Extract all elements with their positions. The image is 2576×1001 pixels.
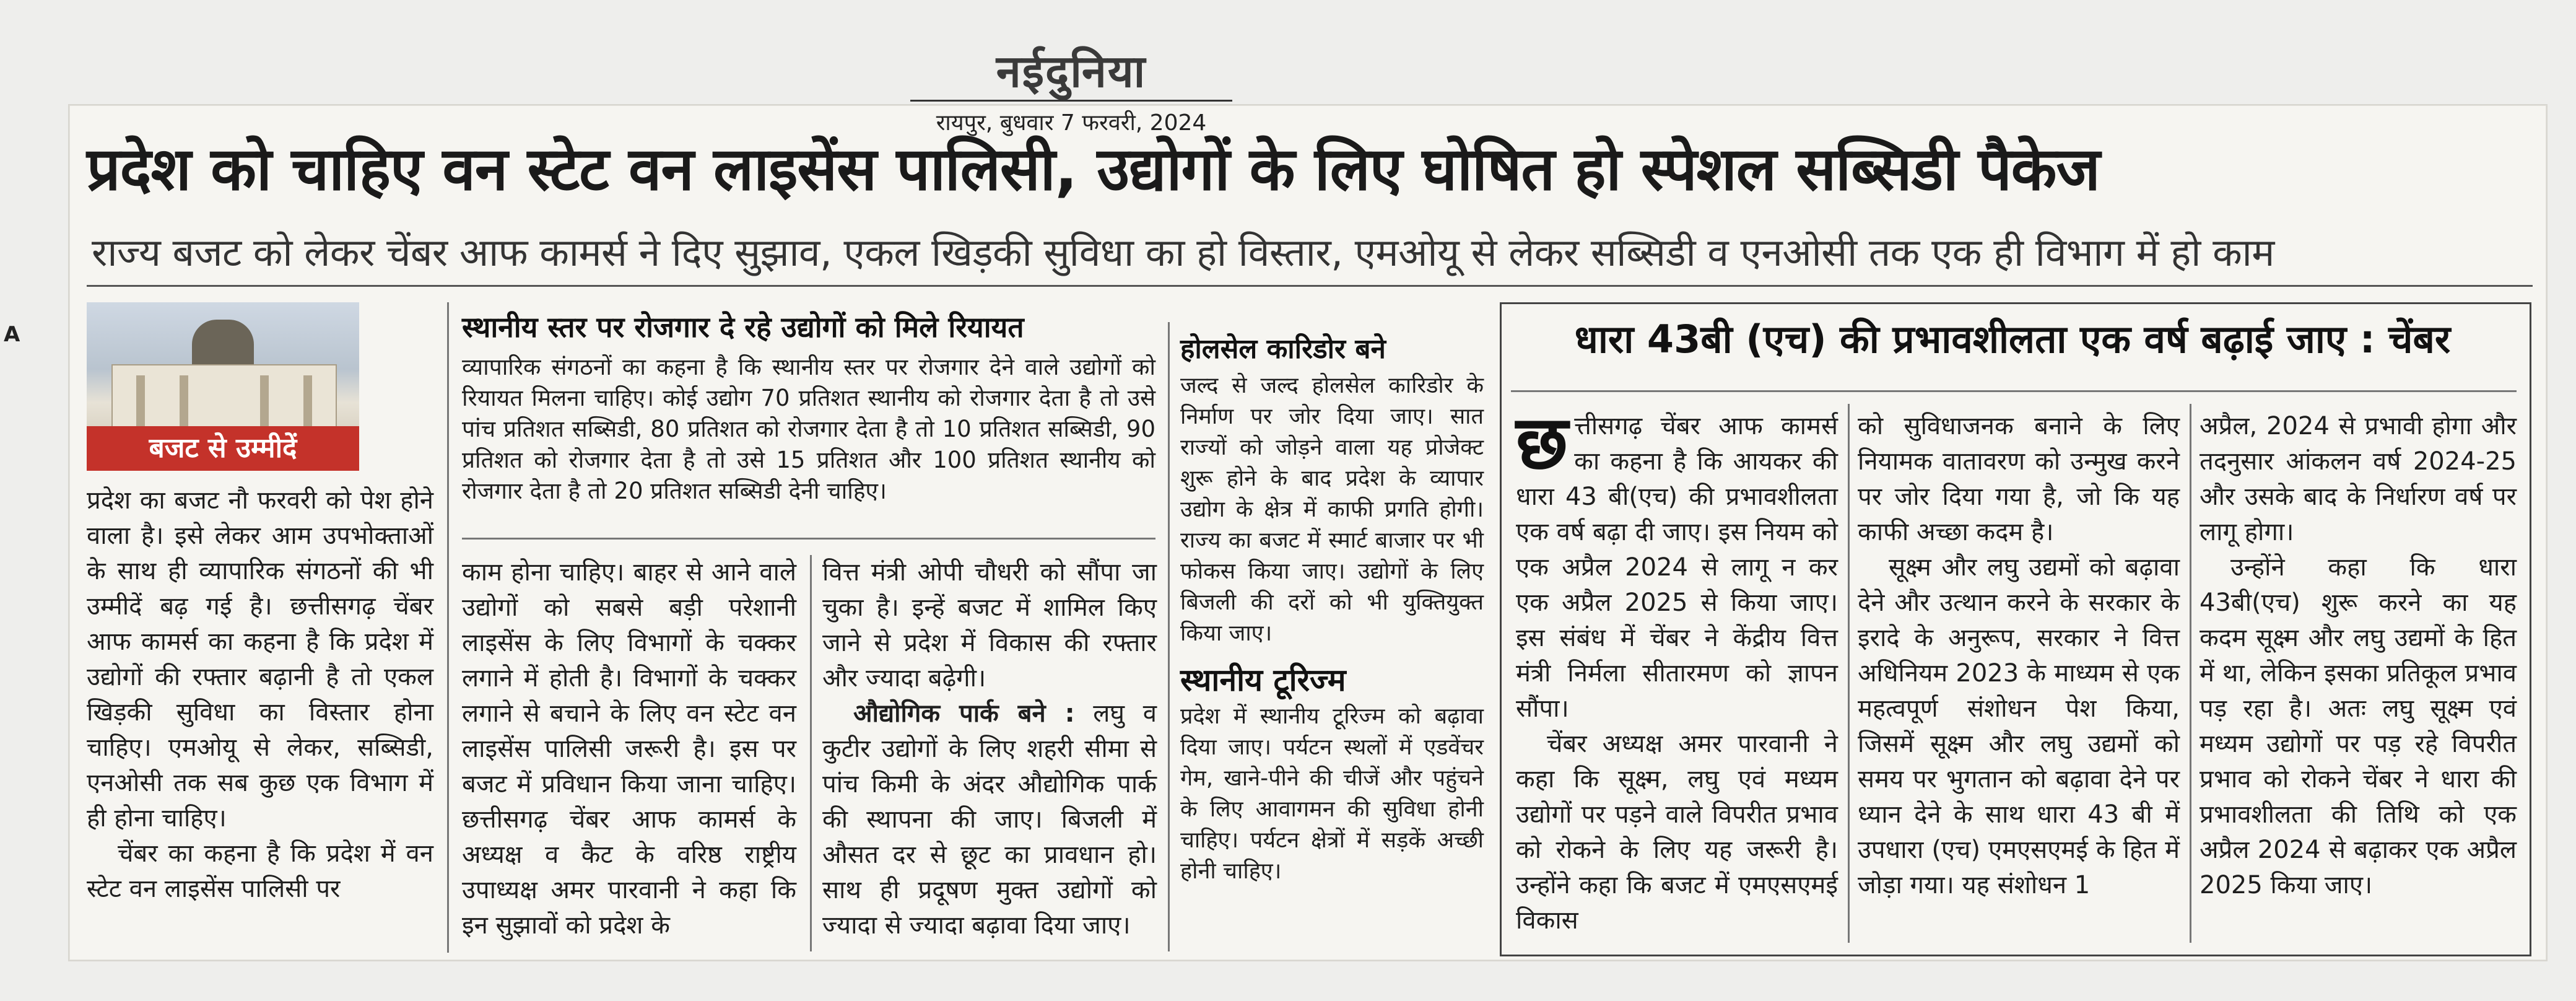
section-divider	[462, 538, 1155, 540]
col1-para2: चेंबर का कहना है कि प्रदेश में वन स्टेट वन लाइसेंस पालिसी पर	[87, 839, 433, 903]
col3-text: वित्त मंत्री ओपी चौधरी को सौंपा जा चुका है। इन्हें बजट में शामिल किए जाने से प्रदेश में विकास की रफ्तार और ज्यादा बढ़ेगी।	[822, 558, 1157, 693]
subheadline: राज्य बजट को लेकर चेंबर आफ कामर्स ने दिए सुझाव, एकल खिड़की सुविधा का हो विस्तार, एमओयू से लेकर सब्सिडी व एनओसी तक एक ही विभाग में हो काम	[92, 230, 2274, 275]
local-tourism-text: प्रदेश में स्थानीय टूरिज्म को बढ़ावा दिया जाए। पर्यटन स्थलों में एडवेंचर गेम, खाने-पीने की चीजें और पहुंचने के लिए आवागमन की सुविधा होनी चाहिए। पर्यटन क्षेत्रों में सड़कें अच्छी होनी चाहिए।	[1180, 704, 1484, 884]
budget-expectations-tag: बजट से उम्मीदें	[87, 426, 359, 471]
wholesale-corridor-heading: होलसेल कारिडोर बने	[1180, 333, 1386, 365]
column-2: काम होना चाहिए। बाहर से आने वाले उद्योगों को सबसे बड़ी परेशानी लाइसेंस के लिए विभागों के चक्कर लगाने में होती है। विभागों के चक्कर लगाने से बचाने के लिए वन स्टेट वन लाइसेंस पालिसी जरूरी है। इस पर बजट में प्रविधान किया जाना चाहिए। छत्तीसगढ़ चेंबर आफ कामर्स के अध्यक्ष व कैट के वरिष्ठ राष्ट्रीय उपाध्यक्ष अमर पारवानी ने कहा कि इन सुझावों को प्रदेश के	[462, 558, 796, 940]
box-col1-text: त्तीसगढ़ चेंबर आफ कामर्स का कहना है कि आयकर की धारा 43 बी(एच) की प्रभावशीलता एक वर्ष बढ़ा दी जाए। इस नियम को एक अप्रैल 2024 से लागू न कर एक अप्रैल 2025 से किया जाए। इस संबंध में चेंबर ने केंद्रीय वित्त मंत्री निर्मला सीतारमण को ज्ञापन सौंपा।	[1516, 412, 1838, 723]
industrial-park-lead: औद्योगिक पार्क बने :	[853, 699, 1075, 728]
box-col3-para2: उन्होंने कहा कि धारा 43बी(एच) शुरू करने का यह कदम सूक्ष्म और लघु उद्यमों के हित में था, लेकिन इसका प्रतिकूल प्रभाव पड़ रहा है। अतः लघु सूक्ष्म एवं मध्यम उद्योगों पर पड़ रहे विपरीत प्रभाव को रोकने चेंबर ने धारा की प्रभावशीलता की तिथि को एक अप्रैल 2024 से बढ़ाकर एक अप्रैल 2025 किया जाए।	[2200, 553, 2517, 899]
local-tourism-heading: स्थानीय टूरिज्म	[1180, 662, 1346, 698]
box-column-divider	[1848, 404, 1850, 943]
box-column-1	[1516, 400, 1838, 938]
col1-para1: प्रदेश का बजट नौ फरवरी को पेश होने वाला है। इसे लेकर आम उपभोक्ताओं के साथ ही व्यापारिक संगठनों की भी उम्मीदें बढ़ गई है। छत्तीसगढ़ चेंबर आफ कामर्स का कहना है कि प्रदेश में उद्योगों की रफ्तार बढ़ानी है तो एकल खिड़की सुविधा का विस्तार होना चाहिए। एमओयू से लेकर, सब्सिडी, एनओसी तक सब कुछ एक विभाग में ही होना चाहिए।	[87, 486, 433, 833]
column-1	[87, 483, 433, 907]
box-heading-divider	[1511, 390, 2517, 392]
column-divider	[447, 302, 449, 953]
top-divider	[87, 285, 2533, 287]
box-col3-para1: अप्रैल, 2024 से प्रभावी होगा और तदनुसार आंकलन वर्ष 2024-25 और उसके बाद के निर्धारण वर्ष पर लागू होगा।	[2200, 412, 2517, 546]
box-col2-para1: को सुविधाजनक बनाने के लिए नियामक वातावरण को उन्मुख करने पर जोर दिया गया है, जो कि यह काफी अच्छा कदम है।	[1858, 412, 2180, 546]
drop-cap: छ	[1516, 400, 1569, 486]
column-divider	[810, 555, 812, 951]
box-column-3	[2200, 409, 2517, 903]
box-col1-para1	[1516, 400, 1838, 727]
masthead	[910, 46, 1232, 137]
section-43b-heading: धारा 43बी (एच) की प्रभावशीलता एक वर्ष बढ़ाई जाए : चेंबर	[1574, 317, 2451, 362]
dateline: रायपुर, बुधवार 7 फरवरी, 2024	[910, 100, 1232, 137]
local-employment-text: व्यापारिक संगठनों का कहना है कि स्थानीय स्तर पर रोजगार देने वाले उद्योगों को रियायत मिलना चाहिए। कोई उद्योग 70 प्रतिशत स्थानीय को रोजगार देता है तो उसे पांच प्रतिशत सब्सिडी, 80 प्रतिशत को रोजगार देता है तो 10 प्रतिशत सब्सिडी, 90 प्रतिशत को रोजगार देता है तो उसे 15 प्रतिशत और 100 प्रतिशत स्थानीय को रोजगार देता है तो 20 प्रतिशत सब्सिडी देनी चाहिए।	[462, 354, 1155, 504]
col3-para2	[822, 696, 1157, 943]
column-3	[822, 555, 1157, 943]
box-col2-para2: सूक्ष्म और लघु उद्यमों को बढ़ावा देने और उत्थान करने के सरकार के इरादे के अनुरूप, सरकार ने वित्त अधिनियम 2023 के माध्यम से एक महत्वपूर्ण संशोधन पेश किया, जिसमें सूक्ष्म और लघु उद्यमों को समय पर भुगतान को बढ़ावा देने पर ध्यान देने के साथ धारा 43 बी में उपधारा (एच) एमएसएमई के हित में जोड़ा गया। यह संशोधन 1	[1858, 553, 2180, 899]
wholesale-corridor-text: जल्द से जल्द होलसेल कारिडोर के निर्माण पर जोर दिया जाए। सात राज्यों को जोड़ने वाला यह प्रोजेक्ट शुरू होने के बाद प्रदेश के व्यापार उद्योग के क्षेत्र में काफी प्रगति होगी। राज्य का बजट में स्मार्ट बाजार पर भी फोकस किया जाए। उद्योगों के लिए बिजली की दरों को भी युक्तियुक्त किया जाए।	[1180, 373, 1484, 646]
headline: प्रदेश को चाहिए वन स्टेट वन लाइसेंस पालिसी, उद्योगों के लिए घोषित हो स्पेशल सब्सिडी पैकेज	[87, 134, 2100, 204]
edge-letter: A	[4, 322, 20, 347]
column-4	[1180, 332, 1484, 887]
box-col1-para2: चेंबर अध्यक्ष अमर पारवानी ने कहा कि सूक्ष्म, लघु एवं मध्यम उद्योगों पर पड़ने वाले विपरीत प्रभाव को रोकने के लिए यह जरूरी है। उन्होंने कहा कि बजट में एमएसएमई विकास	[1516, 730, 1838, 935]
column-divider	[1168, 322, 1170, 951]
box-column-2	[1858, 409, 2180, 903]
box-column-divider	[2190, 404, 2191, 943]
newspaper-title: नईदुनिया	[996, 45, 1147, 97]
industrial-park-text: लघु व कुटीर उद्योगों के लिए शहरी सीमा से पांच किमी के अंदर औद्योगिक पार्क की स्थापना की जाए। बिजली में औसत दर से छूट का प्रावधान हो। साथ ही प्रदूषण मुक्त उद्योगों को ज्यादा से ज्यादा बढ़ावा दिया जाए।	[822, 699, 1157, 940]
local-employment-block	[462, 310, 1155, 507]
local-employment-heading: स्थानीय स्तर पर रोजगार दे रहे उद्योगों को मिले रियायत	[462, 310, 1024, 344]
